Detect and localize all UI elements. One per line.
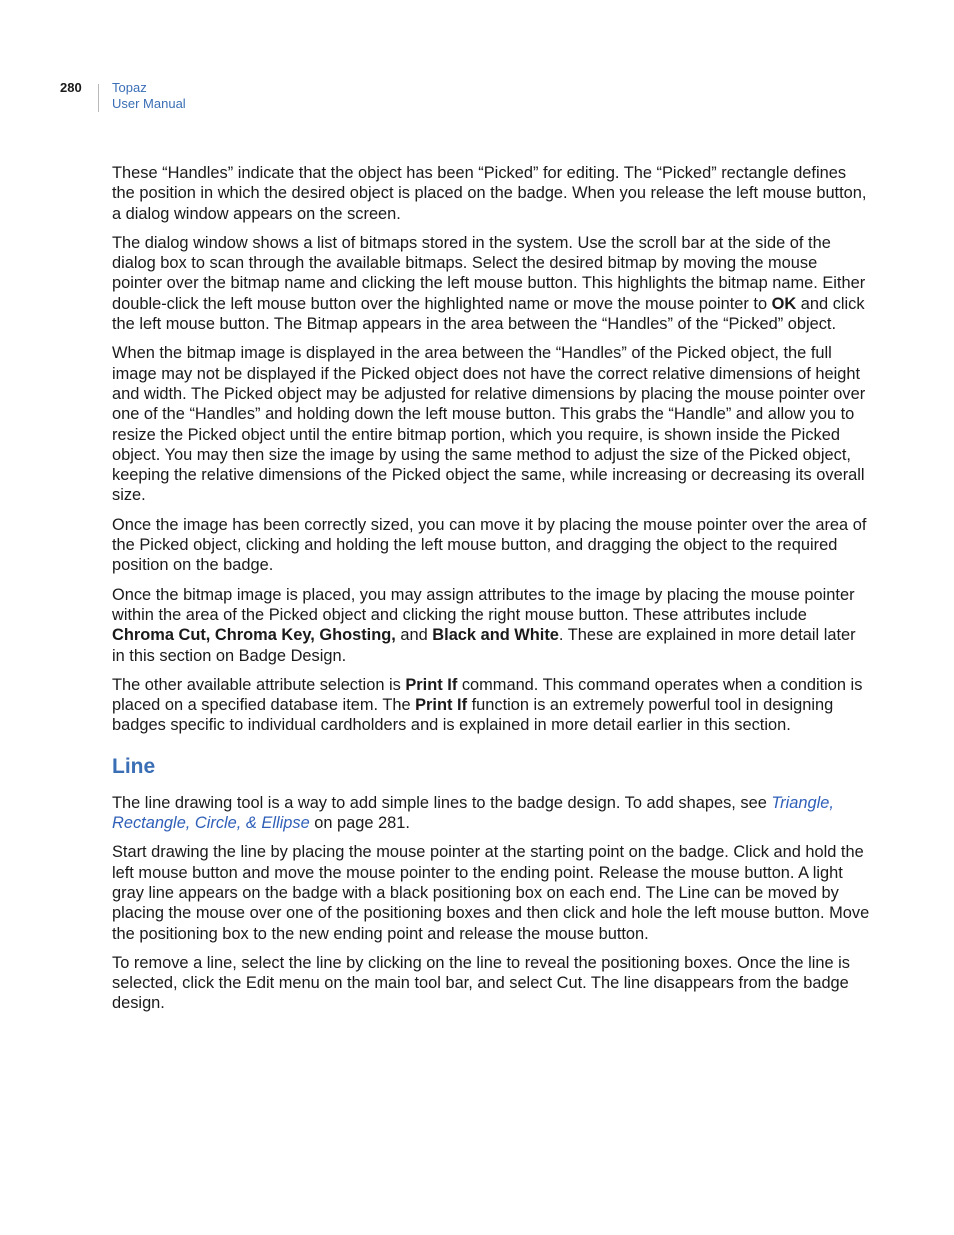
header-product: Topaz <box>112 80 147 95</box>
page-body <box>112 163 870 1023</box>
section-heading-line: Line <box>112 754 156 778</box>
paragraph-dialog-window <box>112 233 870 334</box>
print-if-emphasis: Print If <box>415 696 468 715</box>
attributes-emphasis: Chroma Cut, Chroma Key, Ghosting, <box>112 626 396 645</box>
paragraph-remove-line: To remove a line, select the line by clicking on the line to reveal the positioning boxes. Once the line is selected, click the Edit menu on the main tool bar, and select Cut. The line disappears from the badge design. <box>112 953 850 1013</box>
paragraph-handles: These “Handles” indicate that the object has been “Picked” for editing. The “Picked” rectangle defines the position in which the desired object is placed on the badge. When you release the left mouse button, a dialog window appears on the screen. <box>112 164 867 223</box>
text-run: and click the left mouse button. The Bitmap appears in the area between the “Handles” of the “Picked” object. <box>112 294 865 334</box>
text-run: . These are explained in more detail later in this section on Badge Design. <box>112 626 856 665</box>
text-run: and <box>395 626 433 645</box>
paragraph-print-if <box>112 675 870 736</box>
page-number: 280 <box>60 80 82 95</box>
black-white-emphasis: Black and White <box>432 626 559 645</box>
print-if-emphasis: Print If <box>405 675 458 694</box>
text-run: The dialog window shows a list of bitmaps stored in the system. Use the scroll bar at the side of the dialog box to scan through the available bitmaps. Select the desired bitmap by moving the mouse pointer over the bitmap name and clicking the left mouse button. This highlights the bitmap name. Either double-click the left mouse button over the highlighted name or move the mouse pointer to <box>112 233 866 313</box>
paragraph-line-intro <box>112 793 870 834</box>
paragraph-attributes <box>112 585 870 666</box>
text-run: The other available attribute selection is <box>112 675 406 694</box>
ok-emphasis: OK <box>771 294 797 313</box>
paragraph-bitmap-display: When the bitmap image is displayed in the area between the “Handles” of the Picked object, the full image may not be displayed if the Picked object does not have the correct relative dimensions of height and width. The Picked object may be adjusted for relative dimensions by placing the mouse pointer over one of the “Handles” and holding down the left mouse button. This grabs the “Handle” and allow you to resize the Picked object until the entire bitmap portion, which you require, is shown inside the Picked object. You may then size the image by using the same method to adjust the size of the Picked object, keeping the relative dimensions of the Picked object the same, while increasing or decreasing its overall size. <box>112 344 866 505</box>
text-run: function is an extremely powerful tool in designing badges specific to individual cardholders and is explained in more detail earlier in this section. <box>112 696 834 735</box>
header-manual: User Manual <box>112 96 186 111</box>
header-divider <box>98 84 99 112</box>
text-run: command. This command operates when a condition is placed on a specified database item. The <box>112 675 863 715</box>
paragraph-move-image: Once the image has been correctly sized, you can move it by placing the mouse pointer over the area of the Picked object, clicking and holding the left mouse button, and dragging the object to the required position on the badge. <box>112 515 867 575</box>
running-header <box>112 80 186 112</box>
text-run: Once the bitmap image is placed, you may assign attributes to the image by placing the mouse pointer within the area of the Picked object and clicking the right mouse button. These attributes include <box>112 585 855 624</box>
text-run: The line drawing tool is a way to add simple lines to the badge design. To add shapes, see <box>112 793 772 812</box>
text-run: on page 281. <box>309 814 410 833</box>
paragraph-draw-line: Start drawing the line by placing the mouse pointer at the starting point on the badge. Click and hold the left mouse button and move the mouse pointer to the ending point. Release the mouse button. A light gray line appears on the badge with a black positioning box on each end. The Line can be moved by placing the mouse over one of the positioning boxes and then click and hole the left mouse button. Move the positioning box to the new ending point and release the mouse button. <box>112 843 870 943</box>
page-header <box>0 80 954 120</box>
shapes-cross-reference-link[interactable]: Triangle, Rectangle, Circle, & Ellipse <box>112 793 834 833</box>
